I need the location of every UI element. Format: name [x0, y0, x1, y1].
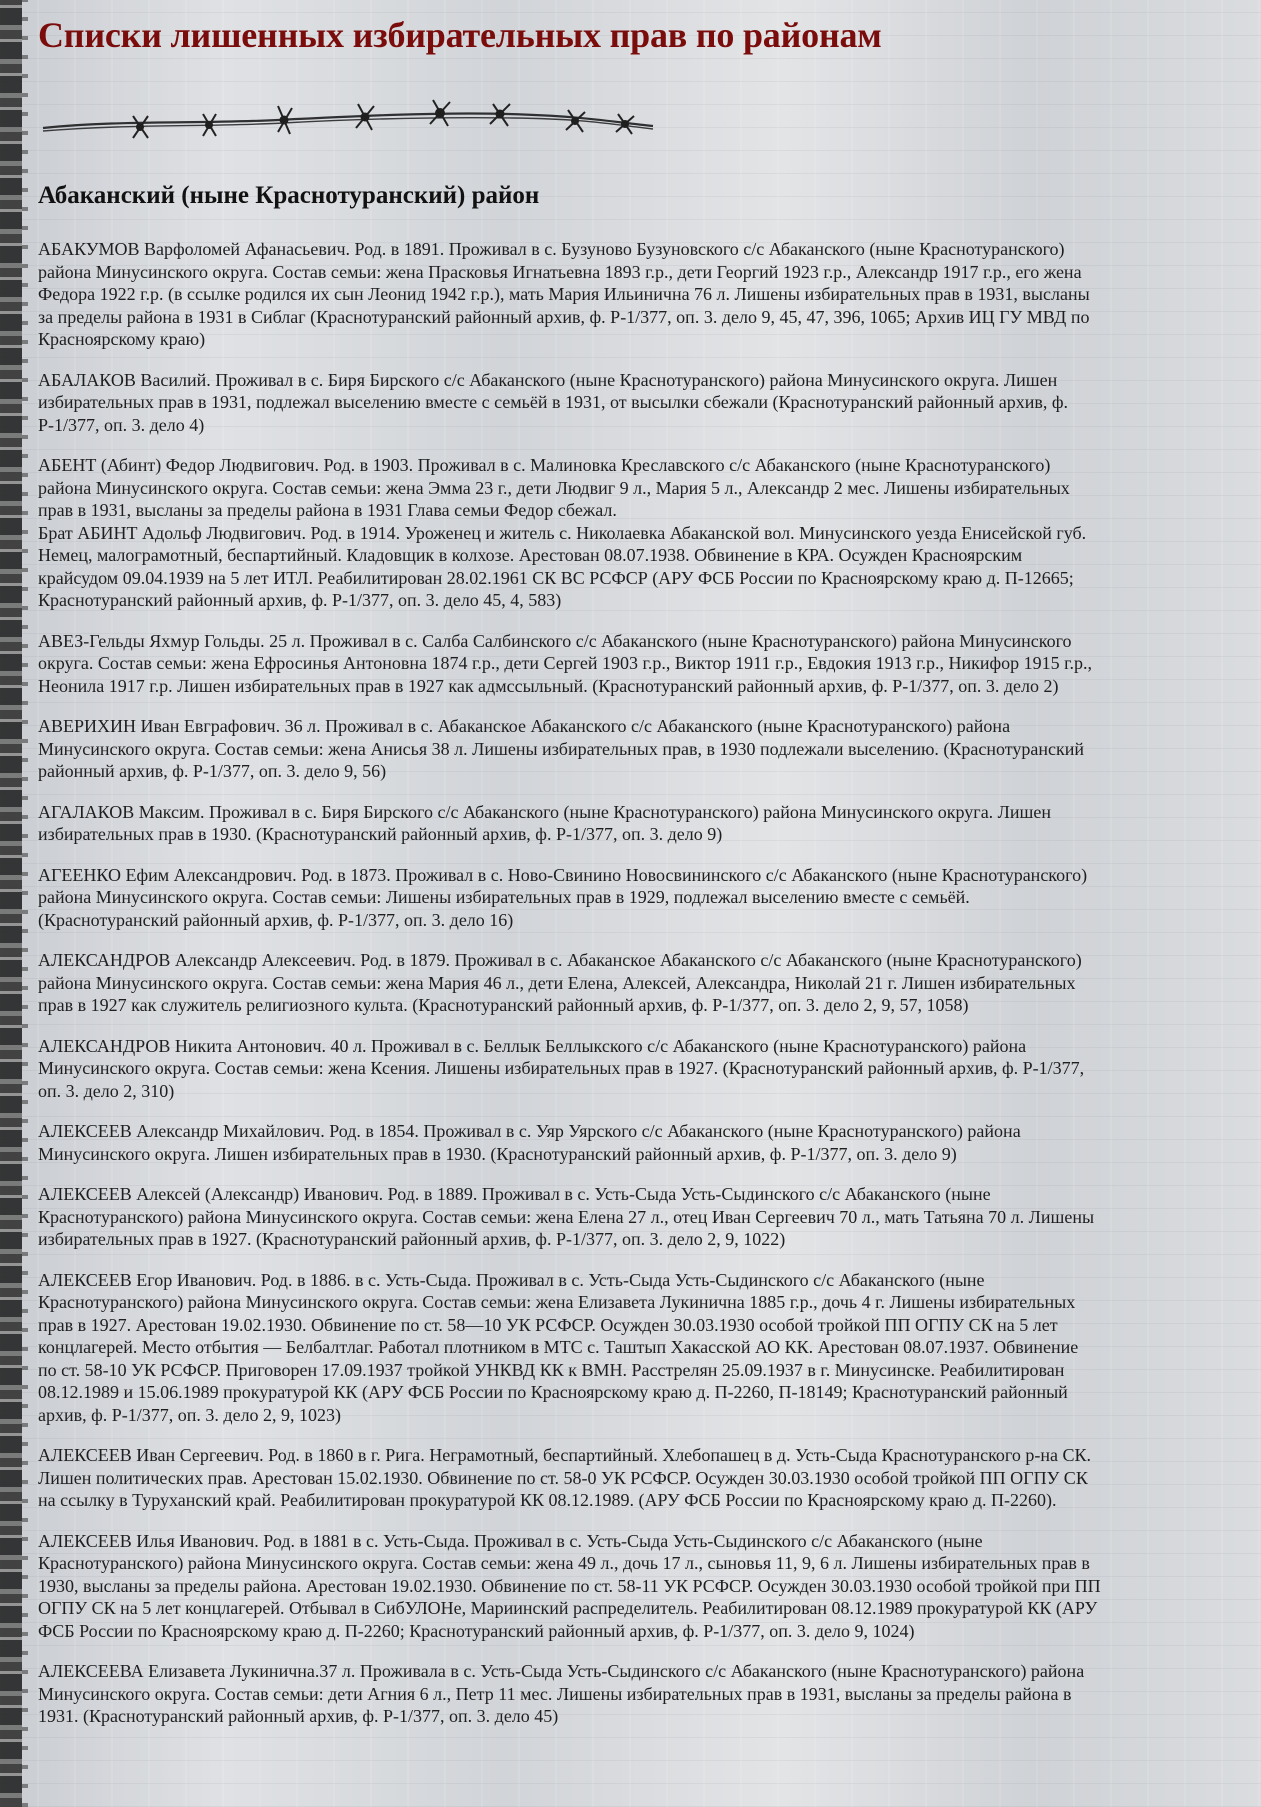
- entry-line: Красноярскому краю): [38, 329, 206, 349]
- entry-line: Минусинского округа. Состав семьи: дети Агния 6 л., Петр 11 мес. Лишены избирательных прав в 1931, высланы за пределы района в: [38, 1683, 1072, 1704]
- entry-line: архив, ф. Р-1/377, оп. 3. дело 2, 9, 1023): [38, 1404, 342, 1425]
- entry-line: АЛЕКСАНДРОВ Никита Антонович. 40 л. Проживал в с. Беллык Беллыкского с/с Абаканского (ныне Краснотуранского) района: [38, 1035, 1027, 1056]
- entry-line: Р-1/377, оп. 3. дело 4): [38, 414, 205, 435]
- entry-line: избирательных прав в 1931, подлежал выселению вместе с семьёй в 1931, от высылки сбежали (Краснотуранский районный архив, ф.: [38, 392, 1069, 412]
- entry-line: Неонила 1917 г.р. Лишен избирательных прав в 1927 как адмссыльный. (Краснотуранский районный архив, ф. Р-1/377, оп. 3. дело 2): [38, 675, 1059, 696]
- entry-line: Краснотуранского) района Минусинского округа. Состав семьи: жена Елена 27 л., отец Иван Сергеевич 70 л., мать Татьяна 70 л. Лишены: [38, 1206, 1095, 1227]
- entry-line: района Минусинского округа. Состав семьи: жена Прасковья Игнатьевна 1893 г.р., дети Георгий 1923 г.р., Александр 1917 г.р., его жена: [38, 261, 1082, 282]
- entry-line: 1931. (Краснотуранский районный архив, ф. Р-1/377, оп. 3. дело 45): [38, 1706, 559, 1726]
- entry-line: АЛЕКСЕЕВ Иван Сергеевич. Род. в 1860 в г. Рига. Неграмотный, беспартийный. Хлебопашец в д. Усть-Сыда Краснотуранского р-на СК.: [38, 1445, 1091, 1465]
- entry-line: по ст. 58-10 УК РСФСР. Приговорен 17.09.1937 тройкой УНКВД КК к ВМН. Расстрелян 25.09.1937 в г. Минусинске. Реабилитирован: [38, 1359, 1065, 1380]
- entry-line: района Минусинского округа. Состав семьи: жена Эмма 23 г., дети Людвиг 9 л., Мария 5 л., Александр 2 мес. Лишены избирательных: [38, 477, 1070, 498]
- list-item: [38, 1530, 1228, 1643]
- entry-line: Краснотуранского) района Минусинского округа. Состав семьи: жена Елизавета Лукинична 1885 г.р., дочь 4 г. Лишены избирательных: [38, 1292, 1076, 1312]
- list-item: [38, 1183, 1228, 1251]
- entry-line: АБЕНТ (Абинт) Федор Людвигович. Род. в 1903. Проживал в с. Малиновка Креславского с/с Абаканского (ныне Краснотуранского): [38, 455, 1051, 475]
- entry-line: АБАКУМОВ Варфоломей Афанасьевич. Род. в 1891. Проживал в с. Бузуново Бузуновского с/с Абаканского (ныне Краснотуранского): [38, 239, 1065, 259]
- entry-line: 08.12.1989 и 15.06.1989 прокуратурой КК (АРУ ФСБ России по Красноярскому краю д. П-2260, П-18149; Краснотуранский районный: [38, 1382, 1068, 1402]
- entry-line: Минусинского округа. Лишен избирательных прав в 1930. (Краснотуранский районный архив, ф. Р-1/377, оп. 3. дело 9): [38, 1143, 957, 1164]
- entry-line: округа. Состав семьи: жена Ефросинья Антоновна 1874 г.р., дети Сергей 1903 г.р., Виктор 1911 г.р., Евдокия 1913 г.р., Никифор 1915 г.р.,: [38, 653, 1093, 673]
- entries-list: [38, 238, 1228, 1728]
- list-item: [38, 630, 1228, 698]
- entry-line: района Минусинского округа. Состав семьи: жена Мария 46 л., дети Елена, Алексей, Александра, Николай 21 г. Лишен избирательных: [38, 972, 1076, 993]
- entry-line: избирательных прав в 1930. (Краснотуранский районный архив, ф. Р-1/377, оп. 3. дело 9): [38, 824, 723, 844]
- entry-line: прав в 1931, высланы за пределы района в 1931 Глава семьи Федор сбежал.: [38, 500, 617, 520]
- page-title: Списки лишенных избирательных прав по районам: [38, 15, 882, 55]
- entry-line: за пределы района в 1931 в Сиблаг (Краснотуранский районный архив, ф. Р-1/377, оп. 3. дело 9, 45, 47, 396, 1065; Архив ИЦ ГУ МВД по: [38, 306, 1090, 327]
- entry-line: АЛЕКСАНДРОВ Александр Алексеевич. Род. в 1879. Проживал в с. Абаканское Абаканского с/с Абаканского (ныне Краснотуранского): [38, 950, 1082, 970]
- list-item: [38, 1444, 1228, 1512]
- district-heading: Абаканский (ныне Краснотуранский) район: [38, 182, 540, 209]
- barbed-wire-divider: [38, 90, 658, 150]
- entry-line: концлагерей. Место отбытия — Белбалтлаг. Работал плотником в МТС с. Таштып Хакасской АО КК. Арестован 08.07.1937. Обвинение: [38, 1337, 1079, 1357]
- entry-line: ФСБ России по Красноярскому краю д. П-2260; Краснотуранский районный архив, ф. Р-1/377, оп. 3. дело 9, 1024): [38, 1620, 915, 1641]
- entry-line: Краснотуранский районный архив, ф. Р-1/377, оп. 3. дело 45, 4, 583): [38, 590, 562, 610]
- entry-line: Минусинского округа. Состав семьи: жена Анисья 38 л. Лишены избирательных прав, в 1930 подлежали выселению. (Краснотуранский: [38, 738, 1085, 759]
- list-item: [38, 1660, 1228, 1728]
- entry-line: АГЕЕНКО Ефим Александрович. Род. в 1873. Проживал в с. Ново-Свинино Новосвининского с/с Абаканского (ныне Краснотуранского): [38, 864, 1088, 885]
- entry-line: АЛЕКСЕЕВ Илья Иванович. Род. в 1881 в с. Усть-Сыда. Проживал в с. Усть-Сыда Усть-Сыдинского с/с Абаканского (ныне: [38, 1530, 983, 1551]
- list-item: [38, 1120, 1228, 1165]
- entry-line: крайсудом 09.04.1939 на 5 лет ИТЛ. Реабилитирован 28.02.1961 СК ВС РСФСР (АРУ ФСБ России по Красноярскому краю д. П-12665;: [38, 567, 1074, 588]
- page-content: [38, 10, 1228, 1746]
- list-item: [38, 238, 1228, 351]
- entry-line: районный архив, ф. Р-1/377, оп. 3. дело 9, 56): [38, 761, 387, 781]
- entry-line: на ссылку в Туруханский край. Реабилитирован прокуратурой КК 08.12.1989. (АРУ ФСБ России по Красноярскому краю д. П-2260).: [38, 1490, 1057, 1510]
- list-item: [38, 864, 1228, 932]
- entry-line: 1930, высланы за пределы района. Арестован 19.02.1930. Обвинение по ст. 58-11 УК РСФСР. Осужден 30.03.1930 особой тройкой при ПП: [38, 1575, 1101, 1596]
- list-item: [38, 1269, 1228, 1427]
- entry-line: АЛЕКСЕЕВ Алексей (Александр) Иванович. Род. в 1889. Проживал в с. Усть-Сыда Усть-Сыдинского с/с Абаканского (ныне: [38, 1184, 991, 1204]
- entry-line: Лишен политических прав. Арестован 15.02.1930. Обвинение по ст. 58-0 УК РСФСР. Осужден 30.03.1930 особой тройкой ПП ОГПУ СК: [38, 1467, 1088, 1488]
- list-item: [38, 949, 1228, 1017]
- list-item: [38, 801, 1228, 846]
- entry-line: района Минусинского округа. Состав семьи: Лишены избирательных прав в 1929, подлежал выселению вместе с семьёй.: [38, 887, 970, 907]
- entry-line: избирательных прав в 1927. (Краснотуранский районный архив, ф. Р-1/377, оп. 3. дело 2, 9, 1022): [38, 1229, 786, 1249]
- entry-line: Брат АБИНТ Адольф Людвигович. Род. в 1914. Уроженец и житель с. Николаевка Абаканской вол. Минусинского уезда Енисейской губ.: [38, 522, 1087, 543]
- entry-line: АГАЛАКОВ Максим. Проживал в с. Биря Бирского с/с Абаканского (ныне Краснотуранского) района Минусинского округа. Лишен: [38, 801, 1052, 822]
- entry-line: Федора 1922 г.р. (в ссылке родился их сын Леонид 1942 г.р.), мать Мария Ильинична 76 л. Лишены избирательных прав в 1931, высланы: [38, 284, 1090, 304]
- entry-line: АБАЛАКОВ Василий. Проживал в с. Биря Бирского с/с Абаканского (ныне Краснотуранского) района Минусинского округа. Лишен: [38, 369, 1058, 390]
- entry-line: АВЕРИХИН Иван Евграфович. 36 л. Проживал в с. Абаканское Абаканского с/с Абаканского (ныне Краснотуранского) района: [38, 716, 1011, 736]
- entry-line: прав в 1927 как служитель религиозного культа. (Краснотуранский районный архив, ф. Р-1/377, оп. 3. дело 2, 9, 57, 1058): [38, 995, 969, 1015]
- entry-line: Немец, малограмотный, беспартийный. Кладовщик в колхозе. Арестован 08.07.1938. Обвинение в КРА. Осужден Красноярским: [38, 545, 1023, 565]
- entry-line: ОГПУ СК на 5 лет концлагерей. Отбывал в СибУЛОНе, Мариинский распределитель. Реабилитирован 08.12.1989 прокуратурой КК (АРУ: [38, 1598, 1098, 1618]
- entry-line: прав в 1927. Арестован 19.02.1930. Обвинение по ст. 58—10 УК РСФСР. Осужден 30.03.1930 особой тройкой ПП ОГПУ СК на 5 лет: [38, 1314, 1058, 1335]
- scan-edge-left: [0, 0, 22, 1807]
- entry-line: Краснотуранского) района Минусинского округа. Состав семьи: жена 49 л., дочь 17 л., сыновья 11, 9, 6 л. Лишены избирательных прав в: [38, 1553, 1090, 1573]
- entry-line: АВЕЗ-Гельды Яхмур Гольды. 25 л. Проживал в с. Салба Салбинского с/с Абаканского (ныне Краснотуранского) района Минусинского: [38, 630, 1072, 651]
- entry-line: (Краснотуранский районный архив, ф. Р-1/377, оп. 3. дело 16): [38, 909, 514, 930]
- scan-edge-shadow: [22, 0, 28, 1807]
- entry-line: АЛЕКСЕЕВА Елизавета Лукинична.37 л. Проживала в с. Усть-Сыда Усть-Сыдинского с/с Абаканского (ныне Краснотуранского) района: [38, 1661, 1085, 1681]
- entry-line: АЛЕКСЕЕВ Александр Михайлович. Род. в 1854. Проживал в с. Уяр Уярского с/с Абаканского (ныне Краснотуранского) района: [38, 1121, 1021, 1141]
- entry-line: оп. 3. дело 2, 310): [38, 1080, 175, 1101]
- entry-line: Минусинского округа. Состав семьи: жена Ксения. Лишены избирательных прав в 1927. (Краснотуранский районный архив, ф. Р-1/377,: [38, 1058, 1085, 1078]
- entry-line: АЛЕКСЕЕВ Егор Иванович. Род. в 1886. в с. Усть-Сыда. Проживал в с. Усть-Сыда Усть-Сыдинского с/с Абаканского (ныне: [38, 1269, 985, 1290]
- list-item: [38, 715, 1228, 783]
- list-item: [38, 1035, 1228, 1103]
- list-item: [38, 369, 1228, 437]
- list-item: [38, 454, 1228, 612]
